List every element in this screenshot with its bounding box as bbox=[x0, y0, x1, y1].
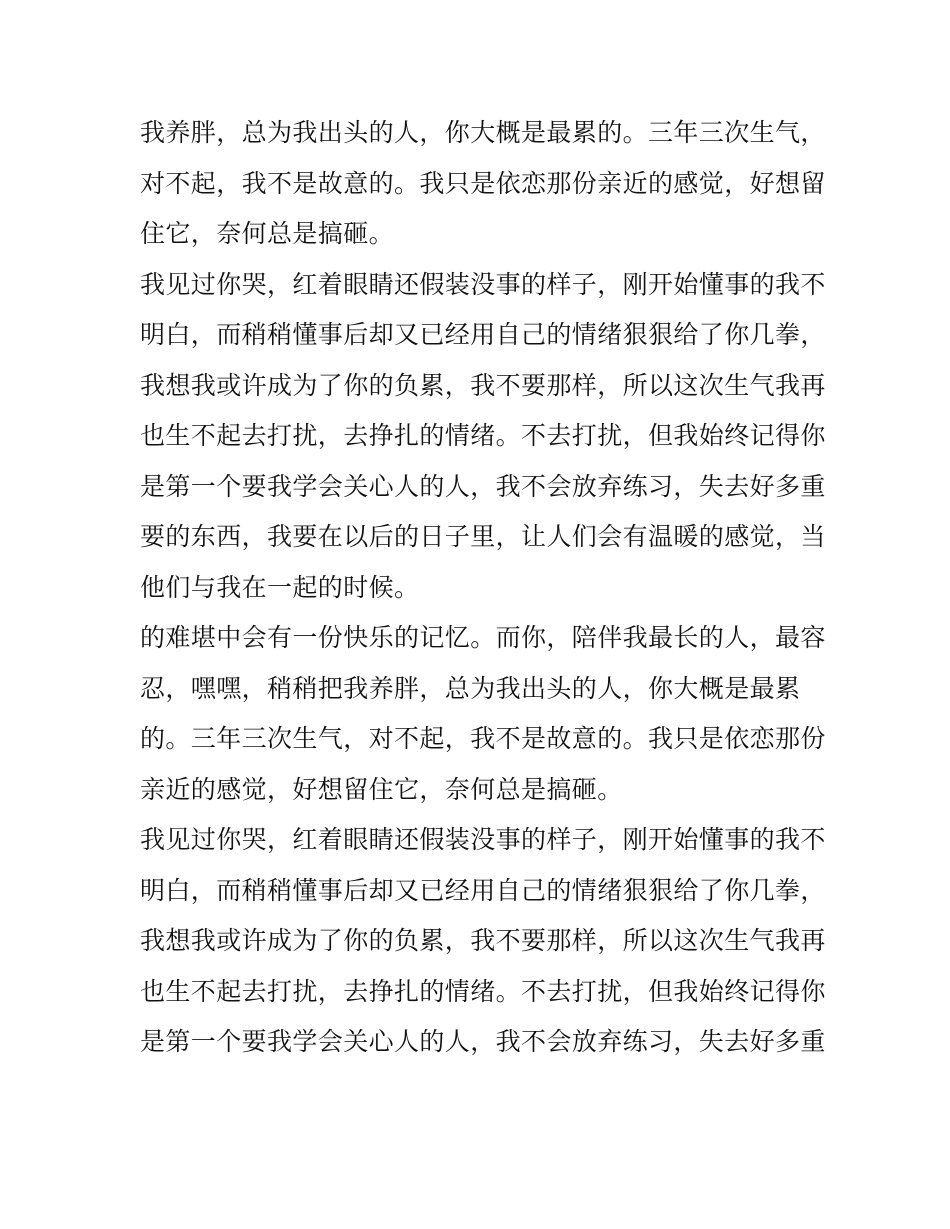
text-line: 的。三年三次生气，对不起，我不是故意的。我只是依恋那份 bbox=[140, 724, 826, 753]
text-line: 对不起，我不是故意的。我只是依恋那份亲近的感觉，好想留 bbox=[140, 168, 826, 198]
text-line: 我见过你哭，红着眼睛还假装没事的样子，刚开始懂事的我不 bbox=[140, 825, 826, 854]
text-line: 明白，而稍稍懂事后却又已经用自己的情绪狠狠给了你几拳， bbox=[140, 875, 826, 905]
text-line: 也生不起去打扰，去挣扎的情绪。不去打扰，但我始终记得你 bbox=[140, 976, 826, 1006]
text-line: 我想我或许成为了你的负累，我不要那样，所以这次生气我再 bbox=[140, 370, 826, 400]
text-line: 我见过你哭，红着眼睛还假装没事的样子，刚开始懂事的我不 bbox=[140, 269, 826, 299]
text-line: 忍，嘿嘿，稍稍把我养胖，总为我出头的人，你大概是最累 bbox=[140, 673, 801, 703]
text-line: 明白，而稍稍懂事后却又已经用自己的情绪狠狠给了你几拳， bbox=[140, 320, 826, 349]
text-line: 是第一个要我学会关心人的人，我不会放弃练习，失去好多重 bbox=[140, 471, 826, 501]
text-line: 亲近的感觉，好想留住它，奈何总是搞砸。 bbox=[140, 774, 623, 804]
text-line: 的难堪中会有一份快乐的记忆。而你，陪伴我最长的人，最容 bbox=[140, 623, 826, 652]
text-line: 我养胖，总为我出头的人，你大概是最累的。三年三次生气， bbox=[140, 118, 826, 147]
text-line: 是第一个要我学会关心人的人，我不会放弃练习，失去好多重 bbox=[140, 1027, 826, 1056]
text-line: 我想我或许成为了你的负累，我不要那样，所以这次生气我再 bbox=[140, 926, 826, 955]
text-line: 住它，奈何总是搞砸。 bbox=[140, 219, 395, 248]
text-line: 要的东西，我要在以后的日子里，让人们会有温暖的感觉，当 bbox=[140, 522, 826, 551]
text-line: 他们与我在一起的时候。 bbox=[140, 572, 420, 602]
text-line: 也生不起去打扰，去挣扎的情绪。不去打扰，但我始终记得你 bbox=[140, 421, 826, 450]
body-text bbox=[140, 108, 826, 1068]
